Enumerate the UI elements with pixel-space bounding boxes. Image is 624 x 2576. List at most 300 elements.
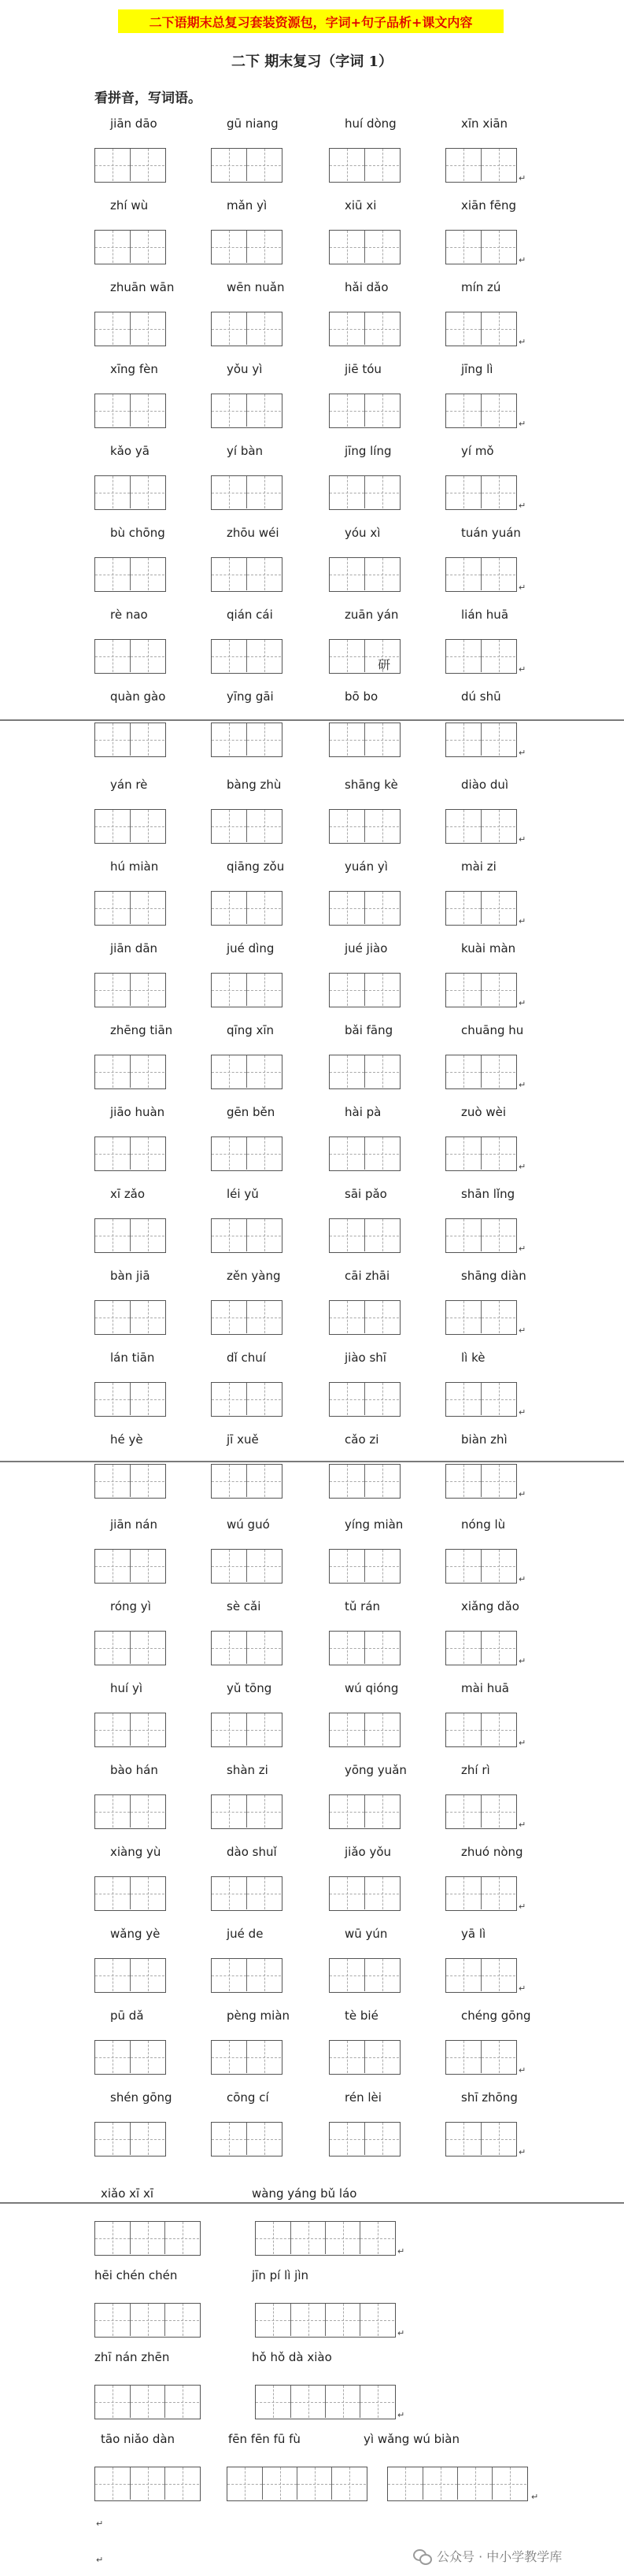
grid-cell [364, 1301, 399, 1333]
writing-grid[interactable] [445, 1713, 517, 1747]
writing-grid[interactable] [94, 2040, 166, 2075]
writing-grid[interactable] [211, 475, 282, 510]
page-break-line [0, 2202, 624, 2204]
writing-grid[interactable] [329, 394, 401, 428]
wechat-icon [413, 2548, 432, 2564]
grid-cell [446, 723, 481, 756]
writing-grid[interactable] [94, 2467, 201, 2501]
grid-cell [212, 1795, 246, 1828]
writing-grid[interactable] [94, 1300, 166, 1335]
writing-grid[interactable] [329, 891, 401, 926]
grid-cell [130, 1055, 164, 1088]
writing-grid[interactable] [445, 723, 517, 757]
grid-cell [446, 312, 481, 345]
grid-cell [330, 1137, 364, 1170]
pinyin-prompt: bō bo [345, 689, 378, 704]
writing-grid[interactable] [211, 148, 282, 183]
writing-grid[interactable] [94, 2122, 166, 2157]
grid-cell [446, 476, 481, 508]
grid-cell [246, 1465, 281, 1497]
pinyin-prompt: mín zú [461, 280, 501, 294]
grid-cell [330, 394, 364, 427]
pinyin-prompt: chuāng hu [461, 1023, 524, 1037]
grid-cell [330, 1219, 364, 1251]
grid-cell [246, 1137, 281, 1170]
writing-grid[interactable] [211, 1382, 282, 1417]
pinyin-prompt: biàn zhì [461, 1432, 508, 1447]
writing-grid[interactable] [94, 1382, 166, 1417]
writing-grid[interactable] [94, 1713, 166, 1747]
grid-cell [246, 723, 281, 756]
grid-cell [95, 2222, 130, 2254]
pinyin-prompt: nóng lù [461, 1517, 506, 1532]
writing-grid[interactable] [329, 1218, 401, 1253]
writing-grid[interactable] [445, 557, 517, 592]
grid-cell [246, 640, 281, 672]
grid-cell [95, 2041, 130, 2073]
writing-grid[interactable] [211, 1055, 282, 1089]
grid-cell [130, 2123, 164, 2155]
grid-cell [246, 1055, 281, 1088]
writing-grid[interactable] [211, 891, 282, 926]
grid-cell [212, 1877, 246, 1909]
writing-grid[interactable] [94, 639, 166, 674]
writing-grid[interactable] [387, 2467, 528, 2501]
writing-grid[interactable] [445, 394, 517, 428]
grid-cell [446, 1877, 481, 1909]
writing-grid[interactable] [211, 1464, 282, 1499]
grid-cell [130, 558, 164, 590]
grid-cell [481, 1137, 515, 1170]
grid-cell [212, 558, 246, 590]
pinyin-prompt: huí dòng [345, 116, 397, 131]
grid-cell [262, 2467, 297, 2500]
writing-grid[interactable] [94, 148, 166, 183]
grid-cell [325, 2222, 360, 2254]
writing-grid[interactable] [94, 2221, 201, 2256]
writing-grid[interactable] [211, 1631, 282, 1665]
grid-cell [446, 1550, 481, 1582]
pinyin-prompt: hǎi dǎo [345, 280, 389, 294]
grid-cell [360, 2222, 394, 2254]
writing-grid[interactable] [94, 2385, 201, 2419]
paragraph-mark: ↵ [519, 2065, 526, 2075]
writing-grid[interactable] [94, 1136, 166, 1171]
pinyin-prompt: diào duì [461, 778, 509, 792]
writing-grid[interactable] [94, 1876, 166, 1911]
writing-grid[interactable] [329, 809, 401, 844]
grid-cell [446, 1137, 481, 1170]
pinyin-prompt: jīn pí lì jìn [252, 2268, 309, 2282]
writing-grid[interactable] [211, 2122, 282, 2157]
pinyin-prompt: dú shū [461, 689, 501, 704]
writing-grid[interactable] [211, 1794, 282, 1829]
grid-cell [364, 231, 399, 263]
pinyin-prompt: pèng miàn [227, 2009, 290, 2023]
writing-grid[interactable] [94, 891, 166, 926]
writing-grid[interactable] [445, 1382, 517, 1417]
writing-grid[interactable] [94, 1794, 166, 1829]
writing-grid[interactable] [445, 1876, 517, 1911]
grid-cell [95, 1713, 130, 1746]
pinyin-prompt: zhí wù [110, 198, 149, 213]
grid-cell [364, 1959, 399, 1991]
grid-cell [95, 2467, 130, 2500]
grid-cell [95, 476, 130, 508]
writing-grid[interactable] [445, 148, 517, 183]
grid-cell [446, 1465, 481, 1497]
writing-grid[interactable] [329, 557, 401, 592]
writing-grid[interactable] [211, 1549, 282, 1584]
stray-character: 研 [378, 657, 391, 672]
grid-cell [212, 1055, 246, 1088]
paragraph-mark: ↵ [519, 1574, 526, 1584]
grid-cell [364, 476, 399, 508]
writing-grid[interactable] [94, 1464, 166, 1499]
header-banner [118, 9, 504, 33]
grid-cell [446, 1219, 481, 1251]
grid-cell [364, 810, 399, 842]
grid-cell [481, 723, 515, 756]
writing-grid[interactable] [255, 2221, 396, 2256]
grid-cell [212, 476, 246, 508]
grid-cell [130, 1713, 164, 1746]
writing-grid[interactable] [211, 809, 282, 844]
writing-grid[interactable] [94, 1218, 166, 1253]
writing-grid[interactable] [445, 1958, 517, 1993]
grid-cell [446, 1383, 481, 1415]
paragraph-mark: ↵ [519, 419, 526, 429]
grid-cell [446, 1632, 481, 1664]
pinyin-prompt: yīng gāi [227, 689, 274, 704]
writing-grid[interactable] [94, 557, 166, 592]
grid-cell [130, 2467, 164, 2500]
pinyin-prompt: shén gōng [110, 2090, 172, 2105]
grid-cell [364, 2041, 399, 2073]
grid-cell [164, 2386, 199, 2418]
pinyin-prompt: zěn yàng [227, 1269, 281, 1283]
pinyin-prompt: dào shuǐ [227, 1845, 277, 1859]
writing-grid[interactable] [445, 475, 517, 510]
writing-grid[interactable] [211, 1218, 282, 1253]
pinyin-prompt: bǎi fāng [345, 1023, 393, 1037]
writing-grid[interactable] [211, 723, 282, 757]
grid-cell [212, 149, 246, 181]
paragraph-mark: ↵ [96, 2519, 104, 2529]
grid-cell [446, 1713, 481, 1746]
writing-grid[interactable] [445, 1794, 517, 1829]
pinyin-prompt: pū dǎ [110, 2009, 144, 2023]
writing-grid[interactable] [94, 1549, 166, 1584]
grid-cell [95, 149, 130, 181]
writing-grid[interactable] [211, 1876, 282, 1911]
grid-cell [95, 1550, 130, 1582]
grid-cell [212, 1713, 246, 1746]
writing-grid[interactable] [329, 1464, 401, 1499]
pinyin-prompt: xīn xiān [461, 116, 508, 131]
grid-cell [130, 892, 164, 924]
grid-cell [95, 974, 130, 1006]
grid-cell [330, 476, 364, 508]
grid-cell [481, 1877, 515, 1909]
grid-cell [481, 394, 515, 427]
grid-cell [446, 810, 481, 842]
writing-grid[interactable] [329, 723, 401, 757]
paragraph-mark: ↵ [519, 1820, 526, 1830]
writing-grid[interactable] [94, 230, 166, 264]
grid-cell [446, 2123, 481, 2155]
grid-cell [212, 1550, 246, 1582]
writing-grid[interactable] [211, 1713, 282, 1747]
grid-cell [364, 1632, 399, 1664]
grid-cell [446, 231, 481, 263]
grid-cell [330, 2041, 364, 2073]
grid-cell [364, 558, 399, 590]
writing-grid[interactable] [211, 394, 282, 428]
pinyin-prompt: tuán yuán [461, 526, 521, 540]
pinyin-prompt: jiē tóu [345, 362, 382, 376]
grid-cell [330, 1383, 364, 1415]
writing-grid[interactable] [445, 1464, 517, 1499]
pinyin-prompt: wú qióng [345, 1681, 399, 1695]
pinyin-prompt: yí mǒ [461, 444, 494, 458]
writing-grid[interactable] [94, 475, 166, 510]
writing-grid[interactable] [329, 1549, 401, 1584]
writing-grid[interactable] [211, 2040, 282, 2075]
pinyin-prompt: léi yǔ [227, 1187, 259, 1201]
grid-cell [212, 1383, 246, 1415]
grid-cell [481, 1632, 515, 1664]
grid-cell [130, 312, 164, 345]
grid-cell [256, 2222, 290, 2254]
writing-grid[interactable] [329, 2040, 401, 2075]
grid-cell [246, 558, 281, 590]
grid-cell [446, 149, 481, 181]
paragraph-mark: ↵ [519, 501, 526, 511]
grid-cell [325, 2304, 360, 2336]
page-break-line [0, 719, 624, 721]
grid-cell [246, 2123, 281, 2155]
pinyin-prompt: bào hán [110, 1763, 158, 1777]
grid-cell [481, 312, 515, 345]
writing-grid[interactable] [445, 1631, 517, 1665]
grid-cell [212, 892, 246, 924]
grid-cell [130, 231, 164, 263]
grid-cell [330, 723, 364, 756]
writing-grid[interactable] [329, 1382, 401, 1417]
grid-cell [330, 1055, 364, 1088]
writing-grid[interactable] [329, 475, 401, 510]
paragraph-mark: ↵ [519, 1656, 526, 1666]
grid-cell [446, 1795, 481, 1828]
grid-cell [246, 476, 281, 508]
paragraph-mark: ↵ [519, 1162, 526, 1172]
grid-cell [388, 2467, 423, 2500]
writing-grid[interactable] [445, 2040, 517, 2075]
grid-cell [364, 1055, 399, 1088]
grid-cell [246, 1219, 281, 1251]
grid-cell [364, 1137, 399, 1170]
writing-grid[interactable] [329, 1876, 401, 1911]
grid-cell [212, 1632, 246, 1664]
grid-cell [446, 892, 481, 924]
writing-grid[interactable] [445, 1218, 517, 1253]
writing-grid[interactable] [445, 1055, 517, 1089]
writing-grid[interactable] [329, 230, 401, 264]
paragraph-mark: ↵ [531, 2492, 539, 2502]
paragraph-mark: ↵ [397, 2328, 405, 2338]
grid-cell [330, 1795, 364, 1828]
writing-grid[interactable] [445, 312, 517, 346]
writing-grid[interactable] [445, 809, 517, 844]
pinyin-prompt: tè bié [345, 2009, 378, 2023]
pinyin-prompt: jiǎo yǒu [345, 1845, 392, 1859]
writing-grid[interactable] [94, 312, 166, 346]
writing-grid[interactable] [329, 1300, 401, 1335]
grid-cell [364, 723, 399, 756]
pinyin-prompt: tāo niǎo dàn [101, 2432, 175, 2446]
writing-grid[interactable] [329, 1055, 401, 1089]
grid-cell [481, 1383, 515, 1415]
pinyin-prompt: jiān dān [110, 941, 158, 955]
grid-cell [246, 1550, 281, 1582]
pinyin-prompt: wū yún [345, 1927, 388, 1941]
pinyin-prompt: shāng kè [345, 778, 398, 792]
writing-grid[interactable] [445, 973, 517, 1007]
writing-grid[interactable] [94, 809, 166, 844]
writing-grid[interactable] [329, 1713, 401, 1747]
grid-cell [481, 476, 515, 508]
writing-grid[interactable] [211, 1136, 282, 1171]
pinyin-prompt: dǐ chuí [227, 1351, 266, 1365]
page-title: 二下 期末复习（字词 1） [231, 54, 393, 70]
writing-grid[interactable] [94, 973, 166, 1007]
pinyin-prompt: mài huā [461, 1681, 509, 1695]
grid-cell [446, 974, 481, 1006]
grid-cell [256, 2386, 290, 2418]
writing-grid[interactable] [94, 1958, 166, 1993]
pinyin-prompt: yóu xì [345, 526, 381, 540]
writing-grid[interactable] [255, 2303, 396, 2338]
writing-grid[interactable] [445, 1300, 517, 1335]
grid-cell [481, 149, 515, 181]
writing-grid[interactable] [94, 394, 166, 428]
paragraph-mark: ↵ [519, 1325, 526, 1336]
grid-cell [481, 1465, 515, 1497]
pinyin-prompt: zhuān wān [110, 280, 175, 294]
grid-cell [481, 231, 515, 263]
writing-grid[interactable] [329, 1794, 401, 1829]
pinyin-prompt: yíng miàn [345, 1517, 404, 1532]
grid-cell [227, 2467, 262, 2500]
grid-cell [364, 1795, 399, 1828]
grid-cell [95, 1877, 130, 1909]
writing-grid[interactable] [445, 2122, 517, 2157]
pinyin-prompt: gēn běn [227, 1105, 275, 1119]
paragraph-mark: ↵ [519, 1489, 526, 1499]
grid-cell [95, 312, 130, 345]
writing-grid[interactable] [445, 639, 517, 674]
pinyin-prompt: chéng gōng [461, 2009, 531, 2023]
writing-grid[interactable] [445, 1136, 517, 1171]
writing-grid[interactable] [211, 1300, 282, 1335]
writing-grid[interactable] [445, 230, 517, 264]
grid-cell [130, 1137, 164, 1170]
writing-grid[interactable] [329, 312, 401, 346]
pinyin-prompt: zhuó nòng [461, 1845, 523, 1859]
writing-grid[interactable] [94, 723, 166, 757]
banner-text: 二下语期末总复习套装资源包，字词+句子品析+课文内容 [149, 14, 473, 30]
grid-cell [330, 149, 364, 181]
paragraph-mark: ↵ [519, 834, 526, 844]
grid-cell [481, 974, 515, 1006]
grid-cell [364, 1383, 399, 1415]
writing-grid[interactable] [94, 1055, 166, 1089]
grid-cell [95, 1055, 130, 1088]
grid-cell [164, 2467, 199, 2500]
pinyin-prompt: kǎo yā [110, 444, 150, 458]
grid-cell [95, 1301, 130, 1333]
grid-cell [364, 2123, 399, 2155]
paragraph-mark: ↵ [519, 1244, 526, 1254]
writing-grid[interactable] [329, 1631, 401, 1665]
writing-grid[interactable] [211, 230, 282, 264]
grid-cell [164, 2304, 199, 2336]
grid-cell [130, 2304, 164, 2336]
writing-grid[interactable] [445, 1549, 517, 1584]
writing-grid[interactable] [211, 1958, 282, 1993]
grid-cell [95, 2386, 130, 2418]
grid-cell [95, 231, 130, 263]
grid-cell [95, 2123, 130, 2155]
grid-cell [297, 2467, 331, 2500]
pinyin-prompt: jīng lì [461, 362, 493, 376]
grid-cell [325, 2386, 360, 2418]
writing-grid[interactable] [329, 1136, 401, 1171]
writing-grid[interactable] [329, 2122, 401, 2157]
grid-cell [95, 1137, 130, 1170]
grid-cell [330, 1301, 364, 1333]
grid-cell [492, 2467, 526, 2500]
pinyin-prompt: kuài màn [461, 941, 516, 955]
writing-grid[interactable] [211, 557, 282, 592]
grid-cell [212, 2041, 246, 2073]
writing-grid[interactable] [255, 2385, 396, 2419]
writing-grid[interactable] [445, 891, 517, 926]
writing-grid[interactable] [94, 1631, 166, 1665]
writing-grid[interactable] [94, 2303, 201, 2338]
writing-grid[interactable] [211, 312, 282, 346]
writing-grid[interactable] [227, 2467, 367, 2501]
writing-grid[interactable] [211, 639, 282, 674]
grid-cell [95, 723, 130, 756]
pinyin-prompt: xīng fèn [110, 362, 158, 376]
grid-cell [481, 1055, 515, 1088]
grid-cell [95, 1632, 130, 1664]
grid-cell [457, 2467, 492, 2500]
writing-grid[interactable] [329, 1958, 401, 1993]
writing-grid[interactable] [329, 148, 401, 183]
writing-grid[interactable] [211, 973, 282, 1007]
pinyin-prompt: rè nao [110, 608, 148, 622]
grid-cell [330, 1877, 364, 1909]
pinyin-prompt: tǔ rán [345, 1599, 381, 1613]
grid-cell [364, 394, 399, 427]
writing-grid[interactable] [329, 973, 401, 1007]
pinyin-prompt: fēn fēn fū fù [228, 2432, 301, 2446]
grid-cell [212, 640, 246, 672]
grid-cell [212, 723, 246, 756]
